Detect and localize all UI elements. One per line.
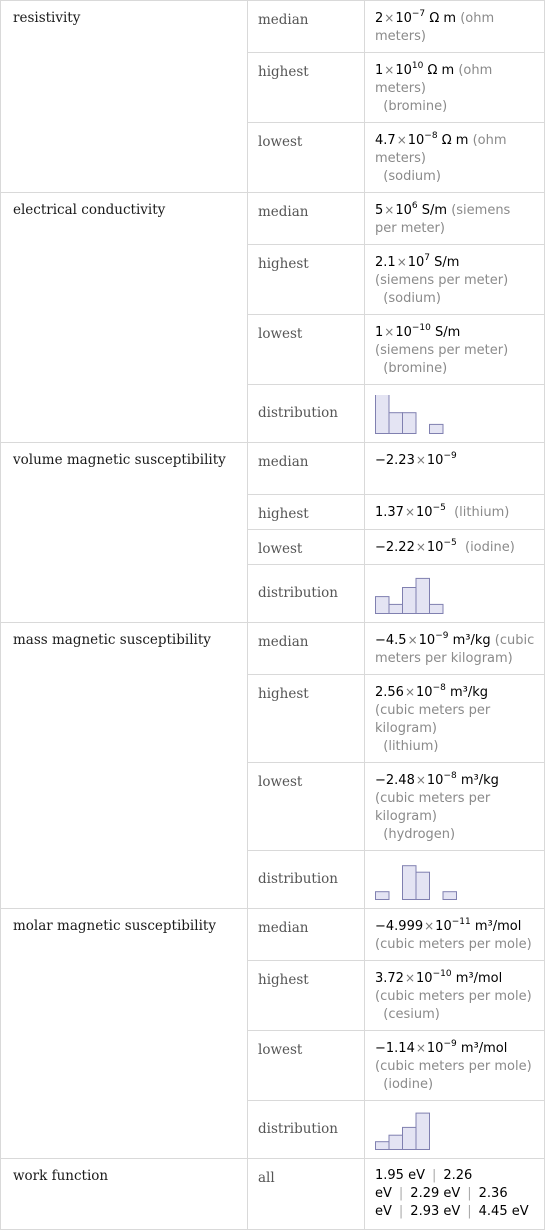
row-label: median xyxy=(248,1,365,53)
histogram-bar xyxy=(416,872,430,899)
value-cell: $5\times 10^6$ S/m (siemens per meter) xyxy=(365,193,545,245)
value-cell: $-2.48\times 10^{-8}$ m³/kg (cubic meters per kilogram) (hydrogen) xyxy=(365,763,545,851)
row-label: highest xyxy=(248,53,365,123)
value-cell: $4.7\times 10^{-8}$ Ω m (ohm meters) (sodium) xyxy=(365,123,545,193)
distribution-histogram xyxy=(365,385,545,443)
row-label: highest xyxy=(248,245,365,315)
property-name: volume magnetic susceptibility xyxy=(1,443,248,623)
row-label: lowest xyxy=(248,123,365,193)
distribution-histogram xyxy=(365,565,545,623)
value-cell: $1\times 10^{-10}$ S/m (siemens per meter) (bromine) xyxy=(365,315,545,385)
histogram-bar xyxy=(389,413,403,434)
work-function-values: 1.95 eV | 2.26 eV | 2.29 eV | 2.36 eV | 2.93 eV | 4.45 eV xyxy=(365,1159,545,1230)
property-name: mass magnetic susceptibility xyxy=(1,623,248,909)
histogram-bar xyxy=(376,395,390,434)
value-cell: $-1.14\times 10^{-9}$ m³/mol (cubic meters per mole) (iodine) xyxy=(365,1031,545,1101)
histogram-bar xyxy=(416,578,430,613)
property-name: molar magnetic susceptibility xyxy=(1,909,248,1159)
distribution-histogram xyxy=(365,851,545,909)
histogram-bar xyxy=(403,1127,417,1149)
histogram-bar xyxy=(430,604,444,613)
histogram-bar xyxy=(376,892,390,900)
histogram-bar xyxy=(389,604,403,613)
row-label: lowest xyxy=(248,763,365,851)
row-label: median xyxy=(248,193,365,245)
row-label: highest xyxy=(248,961,365,1031)
histogram-bar xyxy=(403,413,417,434)
distribution-histogram xyxy=(365,1101,545,1159)
histogram-bar xyxy=(376,597,390,614)
value-cell: $3.72\times 10^{-10}$ m³/mol (cubic meters per mole) (cesium) xyxy=(365,961,545,1031)
value-cell: $1.37\times 10^{-5}$ (lithium) xyxy=(365,495,545,530)
value-cell: $-4.999\times 10^{-11}$ m³/mol (cubic meters per mole) xyxy=(365,909,545,961)
histogram-bar xyxy=(403,866,417,900)
property-name: electrical conductivity xyxy=(1,193,248,443)
property-name: resistivity xyxy=(1,1,248,193)
row-label: lowest xyxy=(248,315,365,385)
histogram-bar xyxy=(430,424,444,433)
row-label: distribution xyxy=(248,851,365,909)
row-label: lowest xyxy=(248,1031,365,1101)
histogram-bar xyxy=(376,1142,390,1150)
row-label: median xyxy=(248,623,365,675)
row-label: all xyxy=(248,1159,365,1230)
row-label: median xyxy=(248,909,365,961)
histogram-bar xyxy=(403,588,417,614)
value-cell: $2.1\times 10^7$ S/m (siemens per meter) (sodium) xyxy=(365,245,545,315)
row-label: lowest xyxy=(248,530,365,565)
row-label: distribution xyxy=(248,1101,365,1159)
property-name: work function xyxy=(1,1159,248,1230)
histogram-bar xyxy=(389,1135,403,1149)
histogram-bar xyxy=(443,892,457,900)
value-cell: $1\times 10^{10}$ Ω m (ohm meters) (bromine) xyxy=(365,53,545,123)
row-label: median xyxy=(248,443,365,495)
row-label: distribution xyxy=(248,565,365,623)
value-cell: $-4.5\times 10^{-9}$ m³/kg (cubic meters per kilogram) xyxy=(365,623,545,675)
row-label: distribution xyxy=(248,385,365,443)
histogram-bar xyxy=(416,1113,430,1149)
value-cell: $-2.23\times 10^{-9}$ xyxy=(365,443,545,495)
value-cell: $-2.22\times 10^{-5}$ (iodine) xyxy=(365,530,545,565)
value-cell: $2.56\times 10^{-8}$ m³/kg (cubic meters per kilogram) (lithium) xyxy=(365,675,545,763)
row-label: highest xyxy=(248,675,365,763)
row-label: highest xyxy=(248,495,365,530)
value-cell: $2\times 10^{-7}$ Ω m (ohm meters) xyxy=(365,1,545,53)
